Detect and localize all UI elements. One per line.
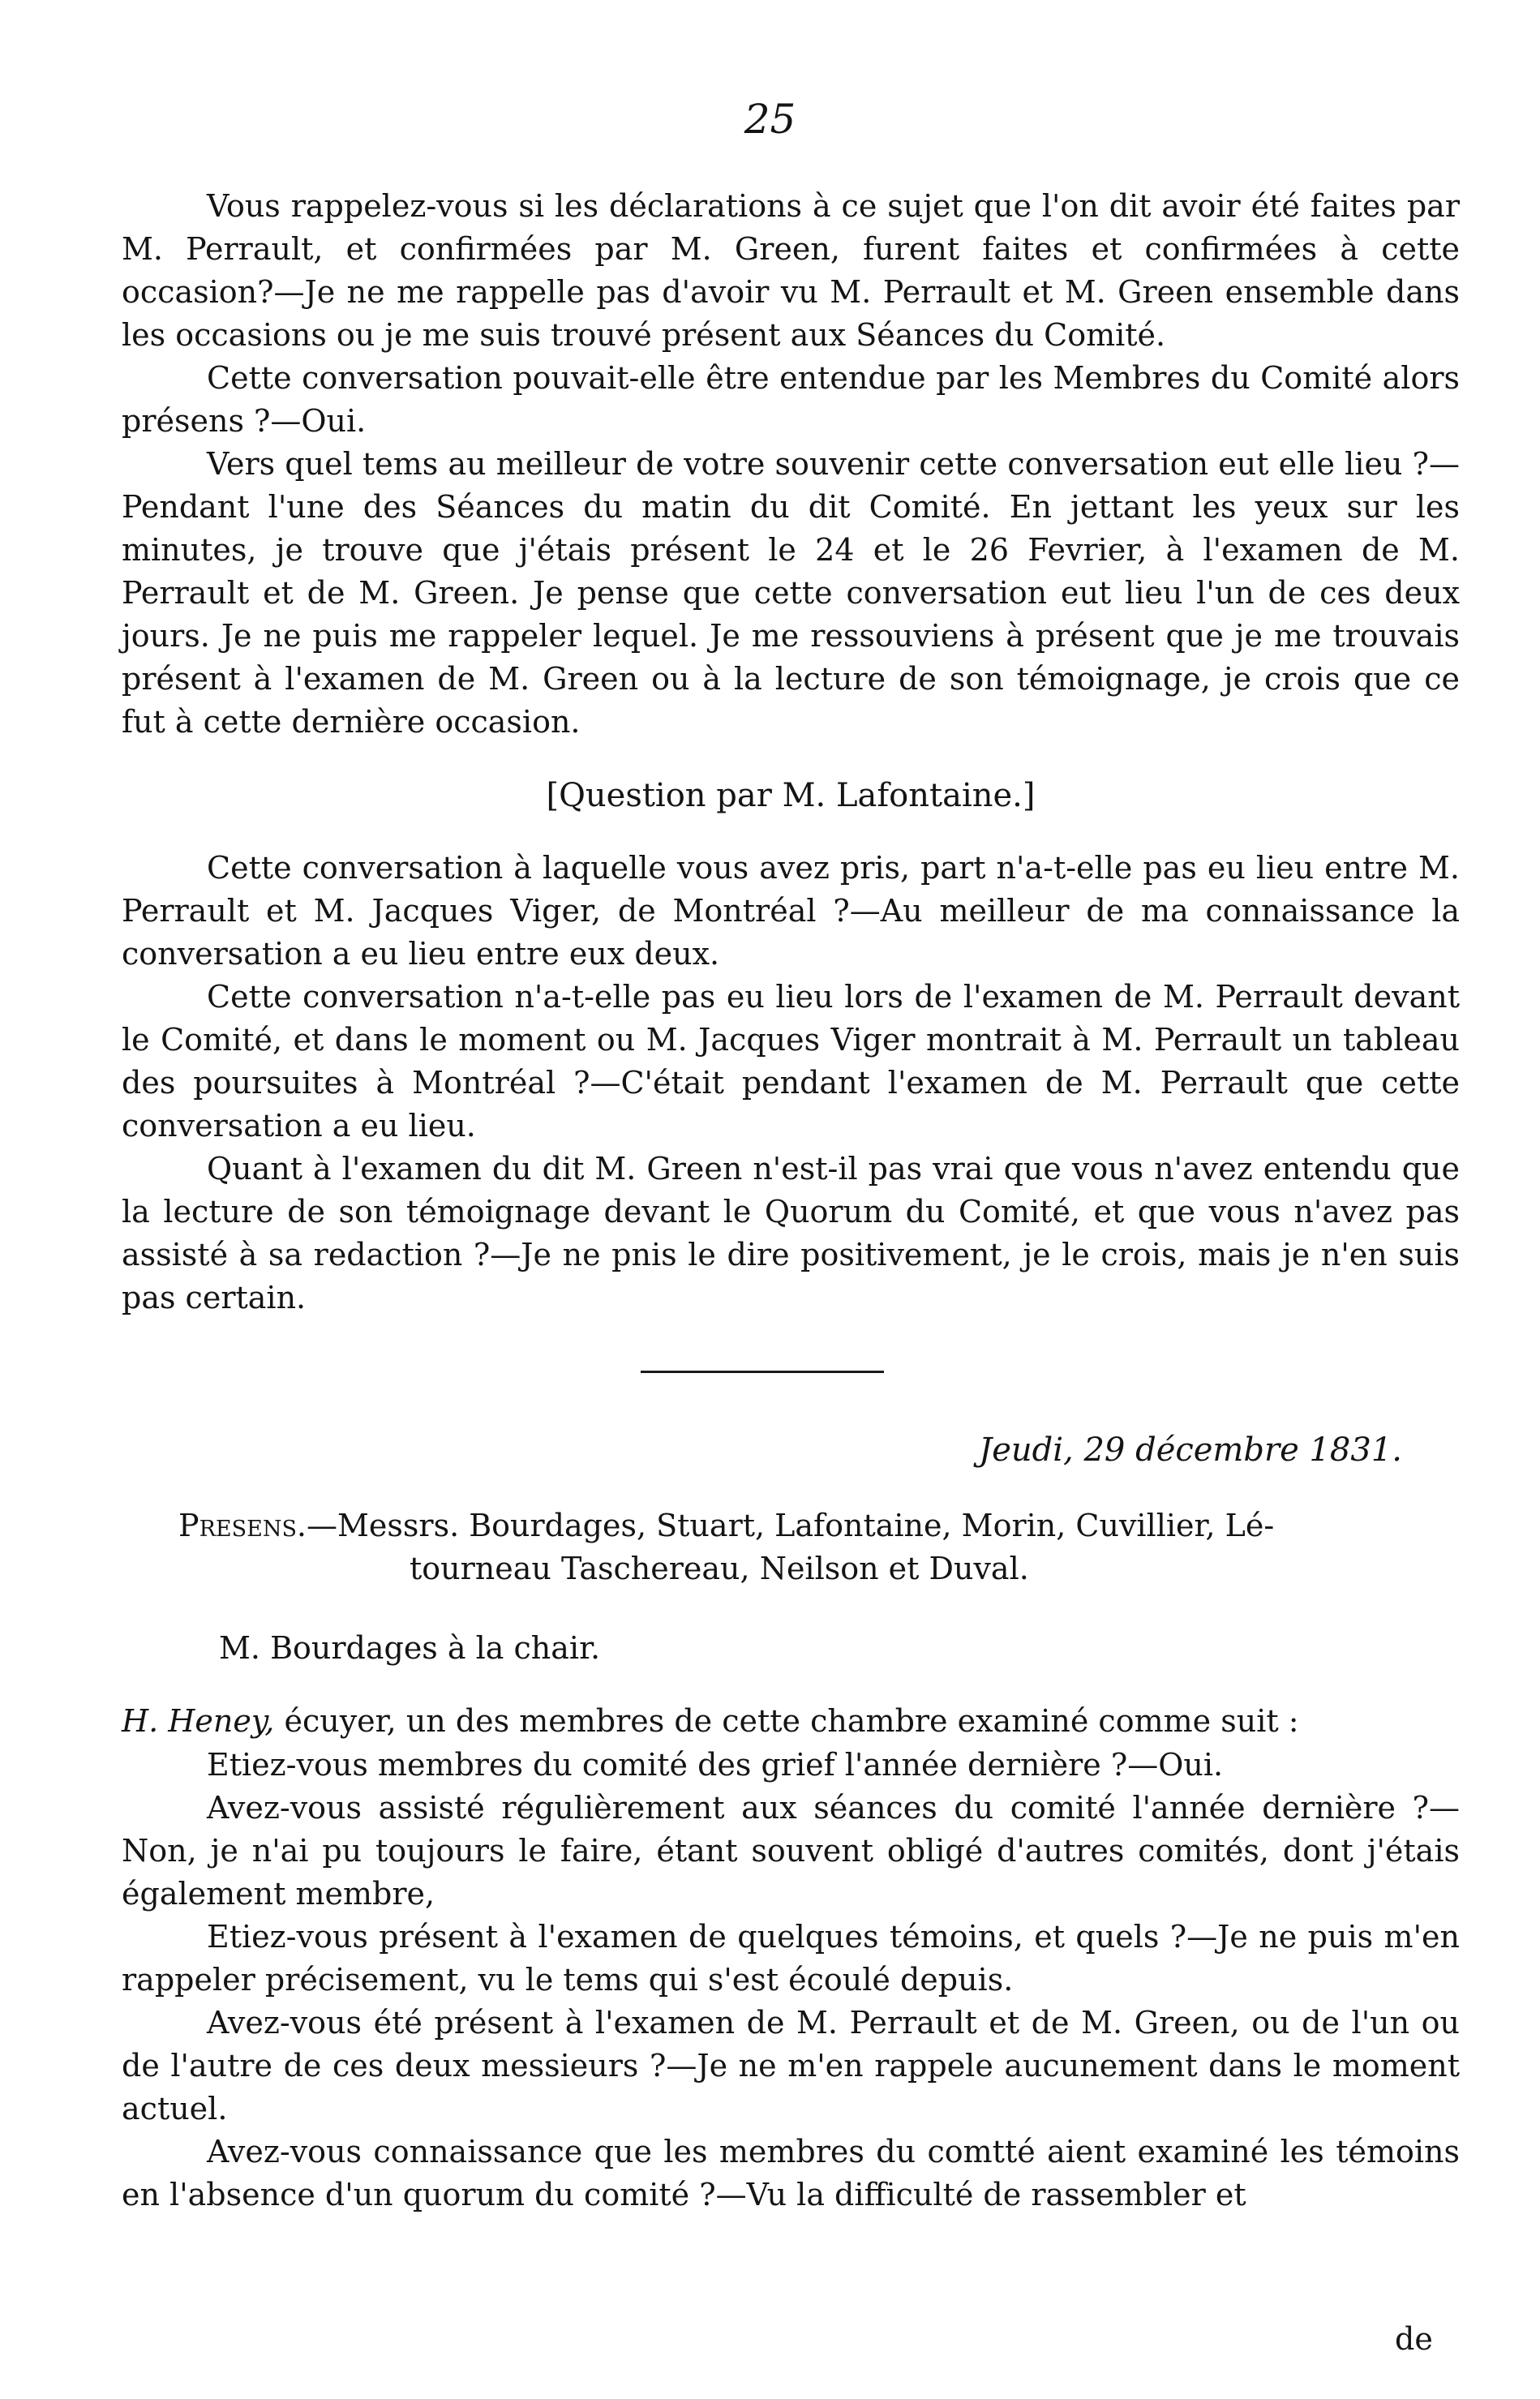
members-present [178,1504,1460,1590]
paragraph: Cette conversation à laquelle vous avez pris, part n'a-t-elle pas eu lieu entre M. Perrault et M. Jacques Viger, de Montréal ?—Au meilleur de ma connaissance la conversation a eu lieu entre eux deux. [122,850,1460,972]
paragraph: Vers quel tems au meilleur de votre souvenir cette conversation eut elle lieu ?—Pendant l'une des Séances du matin du dit Comité. En jettant les yeux sur les minutes, je trouve que j'étais présent le 24 et le 26 Fevrier, à l'examen de M. Perrault et de M. Green. Je pense que cette conversation eut lieu l'un de ces deux jours. Je ne puis me rappeler lequel. Je me ressouviens à présent que je me trouvais présent à l'examen de M. Green ou à la lecture de son témoignage, je crois que ce fut à cette dernière occasion. [122,446,1460,740]
page-number: 25 [744,96,796,143]
catchword: de [1395,2321,1433,2357]
witness-name: H. Heney, [122,1703,275,1739]
section-divider [641,1371,884,1373]
paragraph: Avez-vous été présent à l'examen de M. Perrault et de M. Green, ou de l'un ou de l'autre de ces deux messieurs ?—Je ne m'en rappele aucunement dans le moment actuel. [122,2005,1460,2126]
testimony-section-2 [122,1744,1460,2217]
witness-text: écuyer, un des membres de cette chambre examiné comme suit : [274,1703,1299,1739]
question-heading: [Question par M. Lafontaine.] [546,777,1036,814]
witness-line [122,1703,1299,1739]
presens-names-line2: tourneau Taschereau, Neilson et Duval. [410,1551,1029,1586]
chair-line: M. Bourdages à la chair. [219,1630,601,1666]
paragraph: Etiez-vous membres du comité des grief l'année dernière ?—Oui. [207,1747,1224,1783]
paragraph: Avez-vous connaissance que les membres du comtté aient examiné les témoins en l'absence d'un quorum du comité ?—Vu la difficulté de rassembler et [122,2134,1460,2212]
paragraph: Quant à l'examen du dit M. Green n'est-il pas vrai que vous n'avez entendu que la lecture de son témoignage devant le Quorum du Comité, et que vous n'avez pas assisté à sa redaction ?—Je ne pnis le dire positivement, je le crois, mais je n'en suis pas certain. [122,1151,1460,1315]
paragraph: Cette conversation pouvait-elle être entendue par les Membres du Comité alors présens ?—Oui. [122,360,1460,439]
presens-label: Presens. [178,1508,307,1543]
testimony-section-1 [122,185,1460,1320]
presens-names-line1: —Messrs. Bourdages, Stuart, Lafontaine, Morin, Cuvillier, Lé- [307,1508,1275,1543]
paragraph: Vous rappelez-vous si les déclarations à ce sujet que l'on dit avoir été faites par M. Perrault, et confirmées par M. Green, furent faites et confirmées à cette occasion?—Je ne me rappelle pas d'avoir vu M. Perrault et M. Green ensemble dans les occasions ou je me suis trouvé présent aux Séances du Comité. [122,188,1460,353]
paragraph: Avez-vous assisté régulièrement aux séances du comité l'année dernière ?—Non, je n'ai pu toujours le faire, étant souvent obligé d'autres comités, dont j'étais également membre, [122,1790,1460,1912]
session-date: Jeudi, 29 décembre 1831. [979,1431,1402,1469]
paragraph: Cette conversation n'a-t-elle pas eu lieu lors de l'examen de M. Perrault devant le Comité, et dans le moment ou M. Jacques Viger montrait à M. Perrault un tableau des poursuites à Montréal ?—C'était pendant l'examen de M. Perrault que cette conversation a eu lieu. [122,979,1460,1144]
paragraph: Etiez-vous présent à l'examen de quelques témoins, et quels ?—Je ne puis m'en rappeler précisement, vu le tems qui s'est écoulé depuis. [122,1919,1460,1998]
